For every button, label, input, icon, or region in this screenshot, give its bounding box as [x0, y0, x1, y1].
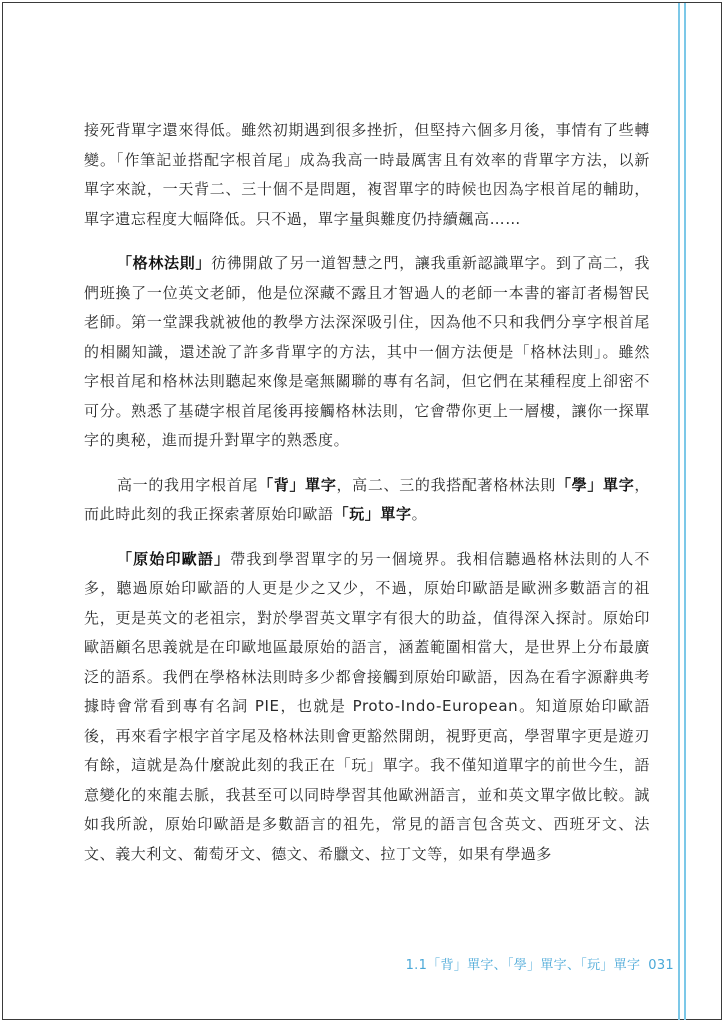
- term-pie: 「原始印歐語」: [117, 549, 231, 568]
- paragraph-1: 接死背單字還來得低。雖然初期遇到很多挫折，但堅持六個多月後，事情有了些轉變。「作筆記並搭配字根首尾」成為我高一時最厲害且有效率的背單字方法，以新單字來說，一天背二、三十個不是問題，複習單字的時候也因為字根首尾的輔助，單字遺忘程度大幅降低。只不過，單字量與難度仍持續飆高……: [84, 121, 650, 228]
- running-footer: [406, 954, 674, 973]
- term-grimm-law: 「格林法則」: [117, 254, 212, 272]
- term-memorize: 「背」單字: [258, 475, 337, 494]
- paragraph-2-text: 彷彿開啟了另一道智慧之門，讓我重新認識單字。到了高二，我們班換了一位英文老師，他是位深藏不露且才智過人的老師一本書的審訂者楊智民老師。第一堂課我就被他的教學方法深深吸引住，因為他不只和我們分享字根首尾的相關知識，還述說了許多背單字的方法，其中一個方法便是「格林法則」。雖然字根首尾和格林法則聽起來像是毫無關聯的專有名詞，但它們在某種程度上卻密不可分。熟悉了基礎字根首尾後再接觸格林法則，它會帶你更上一層樓，讓你一探單字的奧秘，進而提升對單字的熟悉度。: [84, 254, 650, 449]
- body-text: [84, 116, 650, 869]
- p3-part-g: 。: [411, 505, 428, 523]
- edge-stripe-left: [678, 3, 680, 1020]
- term-learn: 「學」單字: [555, 475, 635, 494]
- paragraph-3: [84, 471, 650, 530]
- edge-stripe-right: [684, 3, 686, 1020]
- paragraph-2: [84, 249, 650, 456]
- page-number: 031: [648, 958, 674, 973]
- paragraph-4-text: 帶我到學習單字的另一個境界。我相信聽過格林法則的人不多，聽過原始印歐語的人更是少之又少，不過，原始印歐語是歐洲多數語言的祖先，更是英文的老祖宗，對於學習英文單字有很大的助益，值得深入探討。原始印歐語顧名思義就是在印歐地區最原始的語言，涵蓋範圍相當大，是世界上分布最廣泛的語系。我們在學格林法則時多少都會接觸到原始印歐語，因為在看字源辭典考據時會常看到專有名詞 PIE，也就是 Proto-Indo-European。知道原始印歐語後，再來看字根字首字尾及格林法則會更豁然開朗，視野更高，學習單字更是遊刃有餘，這就是為什麼說此刻的我正在「玩」單字。我不僅知道單字的前世今生，語意變化的來龍去脈，我甚至可以同時學習其他歐洲語言，並和英文單字做比較。誠如我所說，原始印歐語是多數語言的祖先，常見的語言包含英文、西班牙文、法文、義大利文、葡萄牙文、德文、希臘文、拉丁文等，如果有學過多: [84, 549, 650, 863]
- p3-part-a: 高一的我用字根首尾: [117, 475, 259, 494]
- p3-part-c: ，高二、三的我搭配著格林法則: [336, 475, 556, 494]
- paragraph-4: [84, 545, 650, 870]
- footer-section-title: 1.1「背」單字、「學」單字、「玩」單字: [405, 958, 641, 973]
- p3-part-e: ，而此時此刻的我正探索著原始印歐語: [84, 475, 650, 523]
- term-play: 「玩」單字: [333, 505, 412, 523]
